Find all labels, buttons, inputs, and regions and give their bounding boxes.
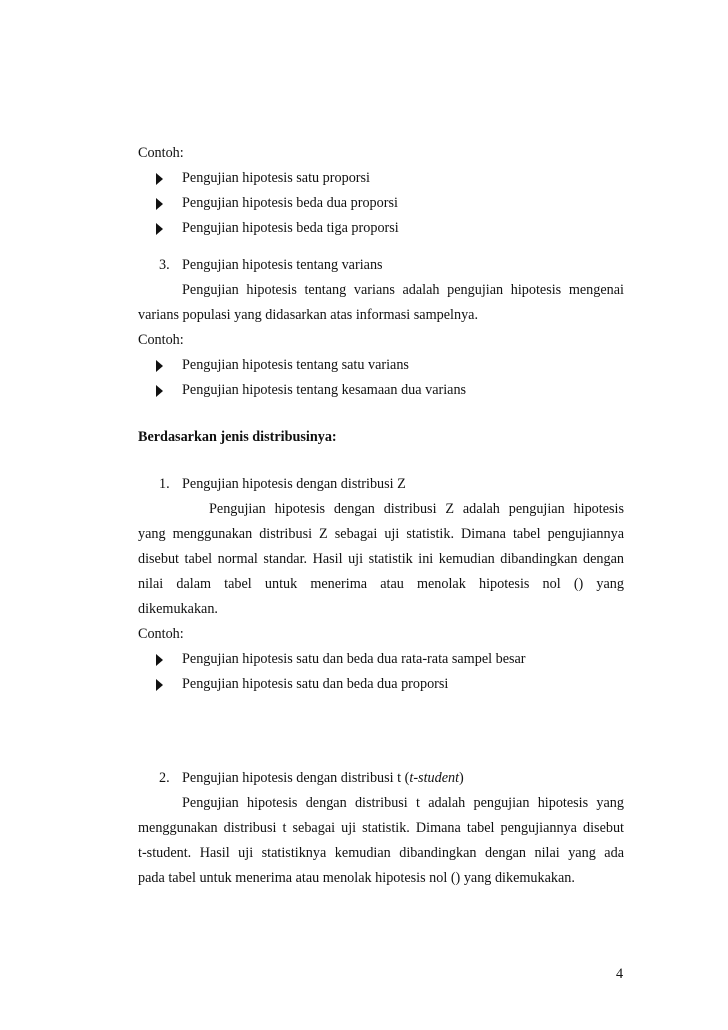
- triangle-bullet-icon: [156, 173, 163, 185]
- numbered-heading-3: [138, 253, 624, 278]
- list-item-text: Pengujian hipotesis satu dan beda dua rata-rata sampel besar: [182, 651, 526, 667]
- numbered-heading-2: [138, 766, 624, 791]
- section-heading: Berdasarkan jenis distribusinya:: [138, 429, 337, 445]
- list-item-text: Pengujian hipotesis tentang kesamaan dua varians: [182, 382, 467, 398]
- paragraph-line: disebut tabel normal standar. Hasil uji statistik ini kemudian dibandingkan dengan: [138, 551, 624, 567]
- list-item-text: Pengujian hipotesis satu proporsi: [182, 170, 370, 186]
- list-item: [138, 672, 624, 697]
- list-item-text: Pengujian hipotesis satu dan beda dua proporsi: [182, 676, 449, 692]
- contoh-label: Contoh:: [138, 626, 184, 642]
- contoh-label: Contoh:: [138, 145, 184, 161]
- triangle-bullet-icon: [156, 223, 163, 235]
- list-item: [138, 647, 624, 672]
- paragraph-line: yang menggunakan distribusi Z sebagai uji statistik. Dimana tabel pengujiannya: [138, 526, 624, 542]
- item-title-suffix: ): [459, 770, 464, 786]
- contoh-label: Contoh:: [138, 332, 184, 348]
- list-item-text: Pengujian hipotesis beda tiga proporsi: [182, 220, 399, 236]
- list-item: [138, 216, 624, 241]
- triangle-bullet-icon: [156, 679, 163, 691]
- item-number: 3.: [159, 257, 170, 273]
- paragraph-line: t-student. Hasil uji statistiknya kemudian dibandingkan dengan nilai yang ada: [138, 845, 624, 861]
- paragraph-line: Pengujian hipotesis dengan distribusi t adalah pengujian hipotesis yang: [182, 795, 624, 811]
- list-item: [138, 191, 624, 216]
- page-number: 4: [616, 966, 624, 982]
- item-title: Pengujian hipotesis tentang varians: [182, 257, 383, 273]
- item-title-italic: t-student: [409, 770, 460, 786]
- list-item: [138, 378, 624, 403]
- paragraph-line: Pengujian hipotesis dengan distribusi Z adalah pengujian hipotesis: [209, 501, 624, 517]
- page-content: [138, 141, 624, 891]
- triangle-bullet-icon: [156, 654, 163, 666]
- paragraph-line: nilai dalam tabel untuk menerima atau menolak hipotesis nol () yang: [138, 576, 624, 592]
- list-item: [138, 166, 624, 191]
- paragraph-line: pada tabel untuk menerima atau menolak hipotesis nol () yang dikemukakan.: [138, 870, 575, 886]
- list-item-text: Pengujian hipotesis beda dua proporsi: [182, 195, 398, 211]
- item-title-prefix: Pengujian hipotesis dengan distribusi t (: [182, 770, 410, 786]
- paragraph-line: varians populasi yang didasarkan atas informasi sampelnya.: [138, 307, 479, 323]
- list-item: [138, 353, 624, 378]
- paragraph-line: dikemukakan.: [138, 601, 218, 617]
- triangle-bullet-icon: [156, 385, 163, 397]
- item-number: 1.: [159, 476, 170, 492]
- list-item-text: Pengujian hipotesis tentang satu varians: [182, 357, 409, 373]
- item-number: 2.: [159, 770, 170, 786]
- triangle-bullet-icon: [156, 198, 163, 210]
- paragraph-line: Pengujian hipotesis tentang varians adalah pengujian hipotesis mengenai: [182, 282, 624, 298]
- triangle-bullet-icon: [156, 360, 163, 372]
- numbered-heading-1: [138, 472, 624, 497]
- item-title: Pengujian hipotesis dengan distribusi Z: [182, 476, 406, 492]
- paragraph-line: menggunakan distribusi t sebagai uji statistik. Dimana tabel pengujiannya disebut: [138, 820, 624, 836]
